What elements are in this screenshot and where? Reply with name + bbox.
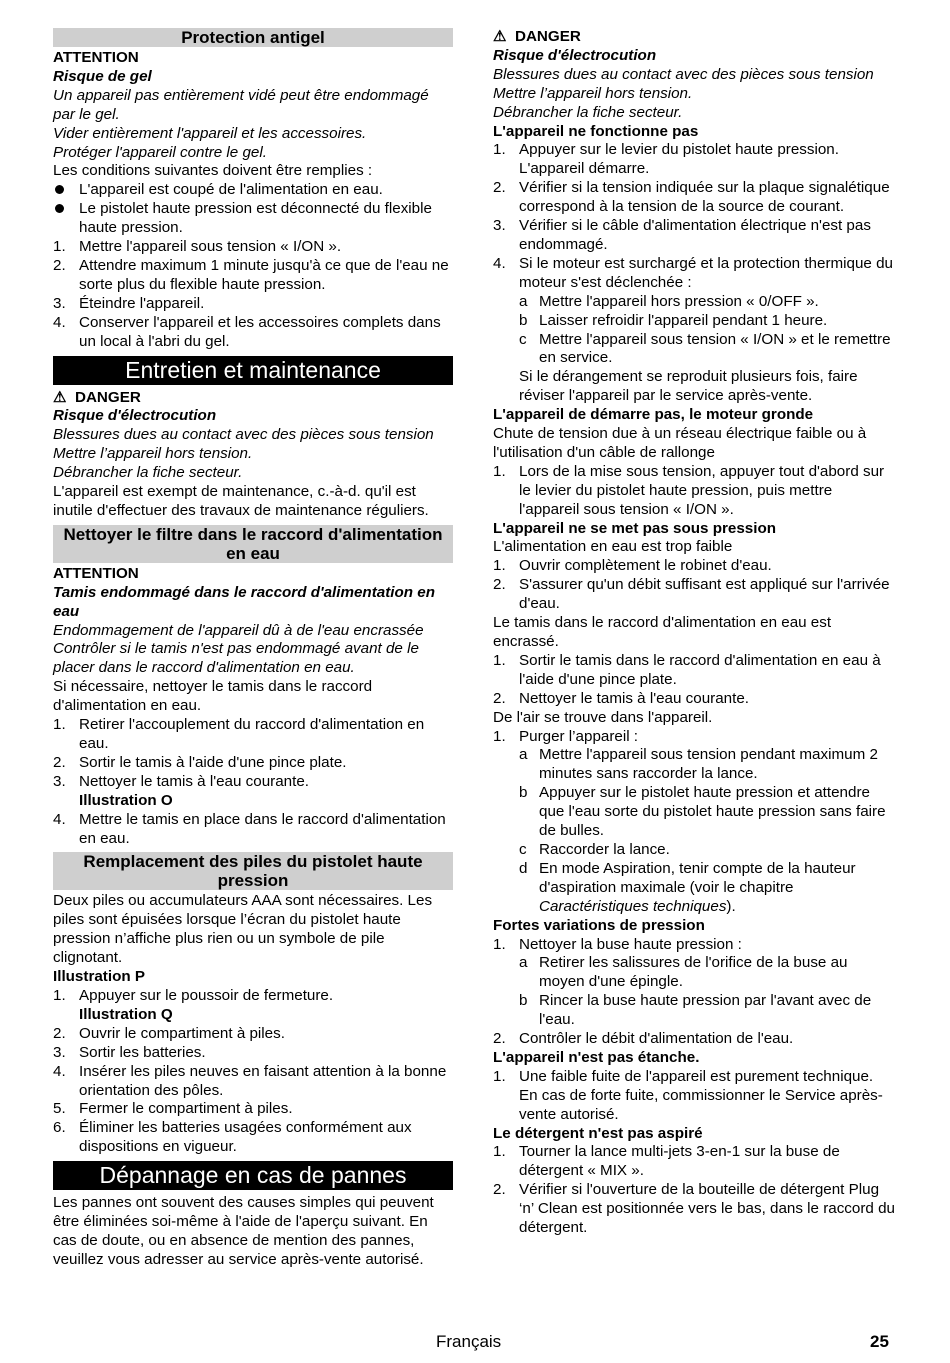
bullet-icon (55, 204, 64, 213)
list-item: 2. Vérifier si l'ouverture de la bouteille de détergent Plug ‘n’ Clean est positionnée vers le bas, dans le raccord du détergent. (493, 1181, 895, 1237)
list-item: 1. Retirer l'accouplement du raccord d'alimentation en eau. (53, 716, 425, 752)
sub-item: b Laisser refroidir l'appareil pendant 1 heure. (519, 311, 828, 329)
step-list (493, 1143, 895, 1238)
list-item: 2. Attendre maximum 1 minute jusqu'à ce que de l'eau ne sorte plus du flexible haute pression. (53, 256, 449, 293)
heading-entretien: Entretien et maintenance (53, 356, 453, 385)
cause-text: De l'air se trouve dans l'appareil. (493, 708, 713, 726)
warning-text: Vider entièrement l'appareil et les accessoires. (53, 124, 367, 142)
paragraph: Deux piles ou accumulateurs AAA sont nécessaires. Les piles sont épuisées lorsque l’écran du pistolet haute pression n’affiche plus rien ou un symbole de pile clignotant. (53, 892, 433, 967)
list-item: Le pistolet haute pression est déconnecté du flexible haute pression. (53, 200, 453, 238)
step-list (493, 1068, 895, 1125)
paragraph: Les pannes ont souvent des causes simples qui peuvent être éliminées soi-même à l'aide de l'aperçu suivant. En cas de doute, ou en absence de mention des pannes, veuillez vous adresser au service après-vente autorisé. (53, 1194, 434, 1268)
list-item: 4. Insérer les piles neuves en faisant attention à la bonne orientation des pôles. (53, 1062, 447, 1099)
warning-text: Endommagement de l'appareil dû à de l'eau encrassée (53, 621, 424, 639)
list-item: 1. Mettre l'appareil sous tension « I/ON ». (53, 238, 342, 256)
list-item: 2. Vérifier si la tension indiquée sur la plaque signalétique correspond à la tension de la source de courant. (493, 179, 890, 216)
sub-item: a Mettre l'appareil hors pression « 0/OFF ». (519, 292, 819, 310)
sub-item: a Mettre l'appareil sous tension pendant maximum 2 minutes sans raccorder la lance. (519, 746, 878, 783)
warning-text: Mettre l’appareil hors tension. (53, 445, 253, 463)
risk-title: Risque de gel (53, 67, 152, 85)
warning-text: Protéger l'appareil contre le gel. (53, 143, 267, 161)
danger-label: ⚠ DANGER (493, 28, 581, 45)
danger-label: ⚠ DANGER (53, 388, 141, 406)
illustration-ref: Illustration Q (79, 1005, 173, 1023)
warning-text: Débrancher la fiche secteur. (493, 103, 683, 121)
list-item: 1. Appuyer sur le poussoir de fermeture. (53, 986, 334, 1004)
note-text: Si le dérangement se reproduit plusieurs fois, faire réviser l'appareil par le service après-vente. (519, 368, 858, 405)
left-column (53, 28, 453, 1270)
sub-item: a Retirer les salissures de l'orifice de la buse au moyen d'une épingle. (519, 954, 848, 991)
fault-title: Le détergent n'est pas aspiré (493, 1124, 703, 1142)
fault-title: L'appareil ne se met pas sous pression (493, 519, 776, 537)
illustration-ref: Illustration P (53, 968, 145, 986)
sub-item: c Mettre l'appareil sous tension « I/ON » et le remettre en service. (519, 330, 891, 367)
list-item: 1. Purger l’appareil : a Mettre l'appareil sous tension pendant maximum 2 minutes sans raccorder la lance. b Appuyer sur le pistolet haute pression et attendre que l'eau sorte du pistolet haute pression sans faire de bulles. c Raccorder la lance. d En mode Aspiration, tenir compte de la hauteur d'aspiration maximale (voir le chapitre Caractéristiques techniques). (493, 728, 895, 917)
bullet-list (53, 181, 453, 238)
cause-text: L'alimentation en eau est trop faible (493, 538, 733, 556)
fault-title: L'appareil n'est pas étanche. (493, 1048, 700, 1066)
list-item: 4. Conserver l'appareil et les accessoires complets dans un local à l'abri du gel. (53, 313, 441, 350)
fault-title: L'appareil ne fonctionne pas (493, 122, 699, 140)
fault-title: Fortes variations de pression (493, 916, 705, 934)
heading-piles: Remplacement des piles du pistolet haute pression (53, 852, 453, 890)
list-item: 1. Une faible fuite de l'appareil est purement technique. En cas de forte fuite, commissionner le Service après-vente autorisé. (493, 1067, 883, 1123)
cause-text: Le tamis dans le raccord d'alimentation en eau est encrassé. (493, 614, 832, 650)
step-list (493, 728, 895, 917)
step-list (493, 557, 895, 614)
list-item: 5. Fermer le compartiment à piles. (53, 1100, 293, 1118)
step-list (493, 463, 895, 520)
sub-item: d En mode Aspiration, tenir compte de la hauteur d'aspiration maximale (voir le chapitre Caractéristiques techniques). (519, 859, 856, 915)
step-list (493, 652, 895, 709)
risk-title: Risque d'électrocution (53, 407, 217, 425)
cause-text: Chute de tension due à un réseau électrique faible ou à l'utilisation d'un câble de rallonge (493, 425, 867, 461)
warning-triangle-icon: ⚠ (53, 388, 67, 406)
list-item: 1. Appuyer sur le levier du pistolet haute pression. L'appareil démarre. (493, 141, 839, 178)
warning-triangle-icon: ⚠ (493, 28, 507, 45)
list-item: 1. Sortir le tamis dans le raccord d'alimentation en eau à l'aide d'une pince plate. (493, 651, 881, 688)
paragraph: L'appareil est exempt de maintenance, c.-à-d. qu'il est inutile d'effectuer des travaux de maintenance réguliers. (53, 483, 429, 519)
sub-item: c Raccorder la lance. (519, 840, 670, 858)
warning-text: Un appareil pas entièrement vidé peut être endommagé par le gel. (53, 86, 429, 123)
warning-text: Contrôler si le tamis n'est pas endommagé avant de le placer dans le raccord d'alimentation en eau. (53, 640, 419, 677)
attention-label: ATTENTION (53, 49, 139, 66)
right-column (493, 28, 895, 1238)
page-number: 25 (870, 1332, 889, 1351)
fault-title: L'appareil de démarre pas, le moteur gronde (493, 406, 814, 424)
list-item: 3. Éteindre l'appareil. (53, 294, 205, 312)
list-item: 3. Nettoyer le tamis à l'eau courante. (53, 772, 309, 790)
heading-filtre: Nettoyer le filtre dans le raccord d'alimentation en eau (53, 525, 453, 563)
heading-antigel: Protection antigel (53, 28, 453, 47)
list-item: 2. Sortir le tamis à l'aide d'une pince plate. (53, 753, 347, 771)
list-item: 2. Contrôler le débit d'alimentation de l'eau. (493, 1030, 794, 1048)
list-item: 3. Vérifier si le câble d'alimentation électrique n'est pas endommagé. (493, 217, 871, 253)
risk-title: Risque d'électrocution (493, 46, 657, 64)
sub-item: b Appuyer sur le pistolet haute pression et attendre que l'eau sorte du pistolet haute pression sans faire de bulles. (519, 784, 886, 840)
step-list (493, 936, 895, 1049)
list-item: 1. Tourner la lance multi-jets 3-en-1 sur la buse de détergent « MIX ». (493, 1143, 840, 1180)
warning-text: Mettre l’appareil hors tension. (493, 84, 693, 102)
step-list (53, 987, 453, 1157)
list-item: 1. Ouvrir complètement le robinet d'eau. (493, 557, 772, 575)
bullet-icon (55, 185, 64, 194)
paragraph: Les conditions suivantes doivent être remplies : (53, 162, 373, 180)
list-item: 1. Lors de la mise sous tension, appuyer tout d'abord sur le levier du pistolet haute pression, puis mettre l'appareil sous tension « I/ON ». (493, 462, 885, 518)
step-list (53, 716, 453, 848)
list-item: 1. Nettoyer la buse haute pression : a Retirer les salissures de l'orifice de la buse au moyen d'une épingle. b Rincer la buse haute pression par l'avant avec de l'eau. (493, 936, 895, 1031)
list-item: 3. Sortir les batteries. (53, 1043, 206, 1061)
list-item: 2. Nettoyer le tamis à l'eau courante. (493, 689, 749, 707)
list-item: 4. Si le moteur est surchargé et la protection thermique du moteur s'est déclenchée : a Mettre l'appareil hors pression « 0/OFF ». b Laisser refroidir l'appareil pendant 1 heure. c Mettre l'appareil sous tension « I/ON » et le remettre en service. Si le dérangement se reproduit plusieurs fois, faire réviser l'appareil par le service après-vente. (493, 255, 895, 406)
step-list (493, 141, 895, 406)
list-item: 2. Ouvrir le compartiment à piles. (53, 1024, 285, 1042)
list-item: L'appareil est coupé de l'alimentation en eau. (53, 181, 453, 200)
heading-depannage: Dépannage en cas de pannes (53, 1161, 453, 1190)
sub-item: b Rincer la buse haute pression par l'avant avec de l'eau. (519, 992, 872, 1029)
paragraph: Si nécessaire, nettoyer le tamis dans le raccord d'alimentation en eau. (53, 678, 373, 715)
footer-language: Français (436, 1332, 502, 1351)
attention-label: ATTENTION (53, 564, 139, 582)
risk-title: Tamis endommagé dans le raccord d'alimentation en eau (53, 583, 435, 620)
step-list (53, 238, 453, 351)
illustration-ref: Illustration O (79, 791, 173, 809)
list-item: 2. S'assurer qu'un débit suffisant est appliqué sur l'arrivée d'eau. (493, 576, 890, 613)
warning-text: Blessures dues au contact avec des pièces sous tension (53, 426, 434, 444)
warning-text: Débrancher la fiche secteur. (53, 464, 243, 482)
list-item: 6. Éliminer les batteries usagées conformément aux dispositions en vigueur. (53, 1119, 412, 1156)
list-item: 4. Mettre le tamis en place dans le raccord d'alimentation en eau. (53, 810, 446, 847)
warning-text: Blessures dues au contact avec des pièces sous tension (493, 65, 874, 83)
